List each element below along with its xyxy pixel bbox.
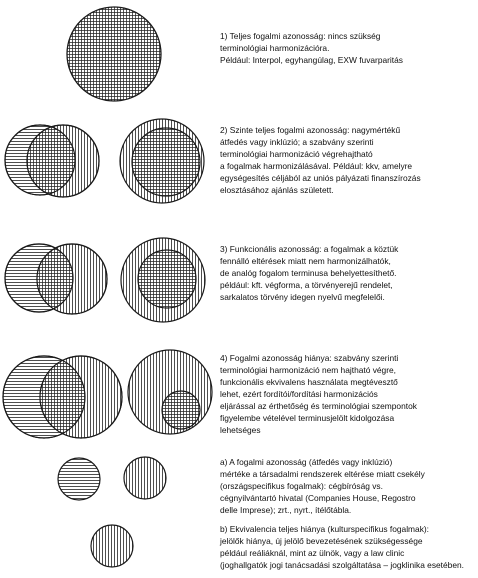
description-2-line: egységesítés céljából az uniós pályázati finanszírozás <box>220 173 421 183</box>
description-4b-line: b) Ekvivalencia teljes hiánya (kulturspecifikus fogalmak): <box>220 524 429 534</box>
description-3 <box>220 243 398 303</box>
description-3-line: sarkalatos törvény idegen nyelvű megfelelői. <box>220 292 385 302</box>
description-2 <box>220 124 421 196</box>
description-4-line: lehet, ezért fordítói/fordítási harmonizációs <box>220 389 378 399</box>
description-2-line: 2) Szinte teljes fogalmi azonosság: nagymértékű <box>220 125 401 135</box>
description-2-line: terminológiai harmonizáció végrehajtható <box>220 149 373 159</box>
description-4a-line: (országspecifikus fogalmak): cégbíróság vs. <box>220 481 383 491</box>
diagram-2-overlap <box>5 125 99 197</box>
description-4b-line: jelölők hiánya, új jelölő bevezetésének szükségessége <box>220 536 423 546</box>
description-1-line: 1) Teljes fogalmi azonosság: nincs szükség <box>220 31 381 41</box>
description-4b <box>220 523 464 571</box>
description-4-line: figyelembe vételével terminusjelölt kidolgozása <box>220 413 395 423</box>
description-4a-line: delle Imprese); zrt., nyrt., ítélőtábla. <box>220 505 352 515</box>
description-4a-line: a) A fogalmi azonosság (átfedés vagy inklúzió) <box>220 457 393 467</box>
description-1 <box>220 30 403 66</box>
description-1-line: Például: Interpol, egyhangúlag, EXW fuvarparitás <box>220 55 403 65</box>
diagram-4b-circle <box>91 525 133 567</box>
description-3-line: fennálló eltérések miatt nem harmonizálhatók, <box>220 256 391 266</box>
diagram-4-inclusion <box>128 350 212 434</box>
diagram-2-inclusion <box>120 119 204 203</box>
description-4a-line: cégnyilvántartó hivatal (Companies House, Regostro <box>220 493 416 503</box>
description-1-line: terminológiai harmonizációra. <box>220 43 330 53</box>
description-4-line: lehetséges <box>220 425 261 435</box>
description-2-line: a fogalmak harmonizálásával. Például: kkv, amelyre <box>220 161 413 171</box>
description-4a <box>220 456 425 516</box>
description-3-line: de analóg fogalom terminusa behelyettesíthető. <box>220 268 397 278</box>
description-4-line: eljárással az érthetőség és terminológiai szempontok <box>220 401 417 411</box>
description-2-line: átfedés vagy inklúzió; a szabvány szerinti <box>220 137 374 147</box>
diagram-3-overlap <box>5 244 107 314</box>
description-4b-line: (joghallgatók jogi tanácsadási szolgáltatása – jogklinika esetében. <box>220 560 464 570</box>
description-4a-line: mértéke a társadalmi rendszerek eltérése miatt csekély <box>220 469 425 479</box>
diagram-4a-left-circle <box>58 458 100 500</box>
description-3-line: 3) Funkcionális azonosság: a fogalmak a köztük <box>220 244 399 254</box>
description-4b-line: például reáliáknál, mint az ülnök, vagy a law clinic <box>220 548 405 558</box>
description-4-line: funkcionális ekvivalens használata megtévesztő <box>220 377 398 387</box>
description-2-line: elosztásához ajánlás született. <box>220 185 334 195</box>
description-4-line: terminológiai harmonizáció nem hajtható végre, <box>220 365 396 375</box>
diagram-1-circle <box>67 7 161 101</box>
diagram-4a-right-circle <box>124 457 166 499</box>
description-4 <box>220 352 417 436</box>
description-4-line: 4) Fogalmi azonosság hiánya: szabvány szerinti <box>220 353 399 363</box>
diagram-4-overlap <box>3 356 122 438</box>
description-3-line: például: kft. végforma, a törvényerejű rendelet, <box>220 280 393 290</box>
diagram-3-inclusion <box>121 238 205 322</box>
